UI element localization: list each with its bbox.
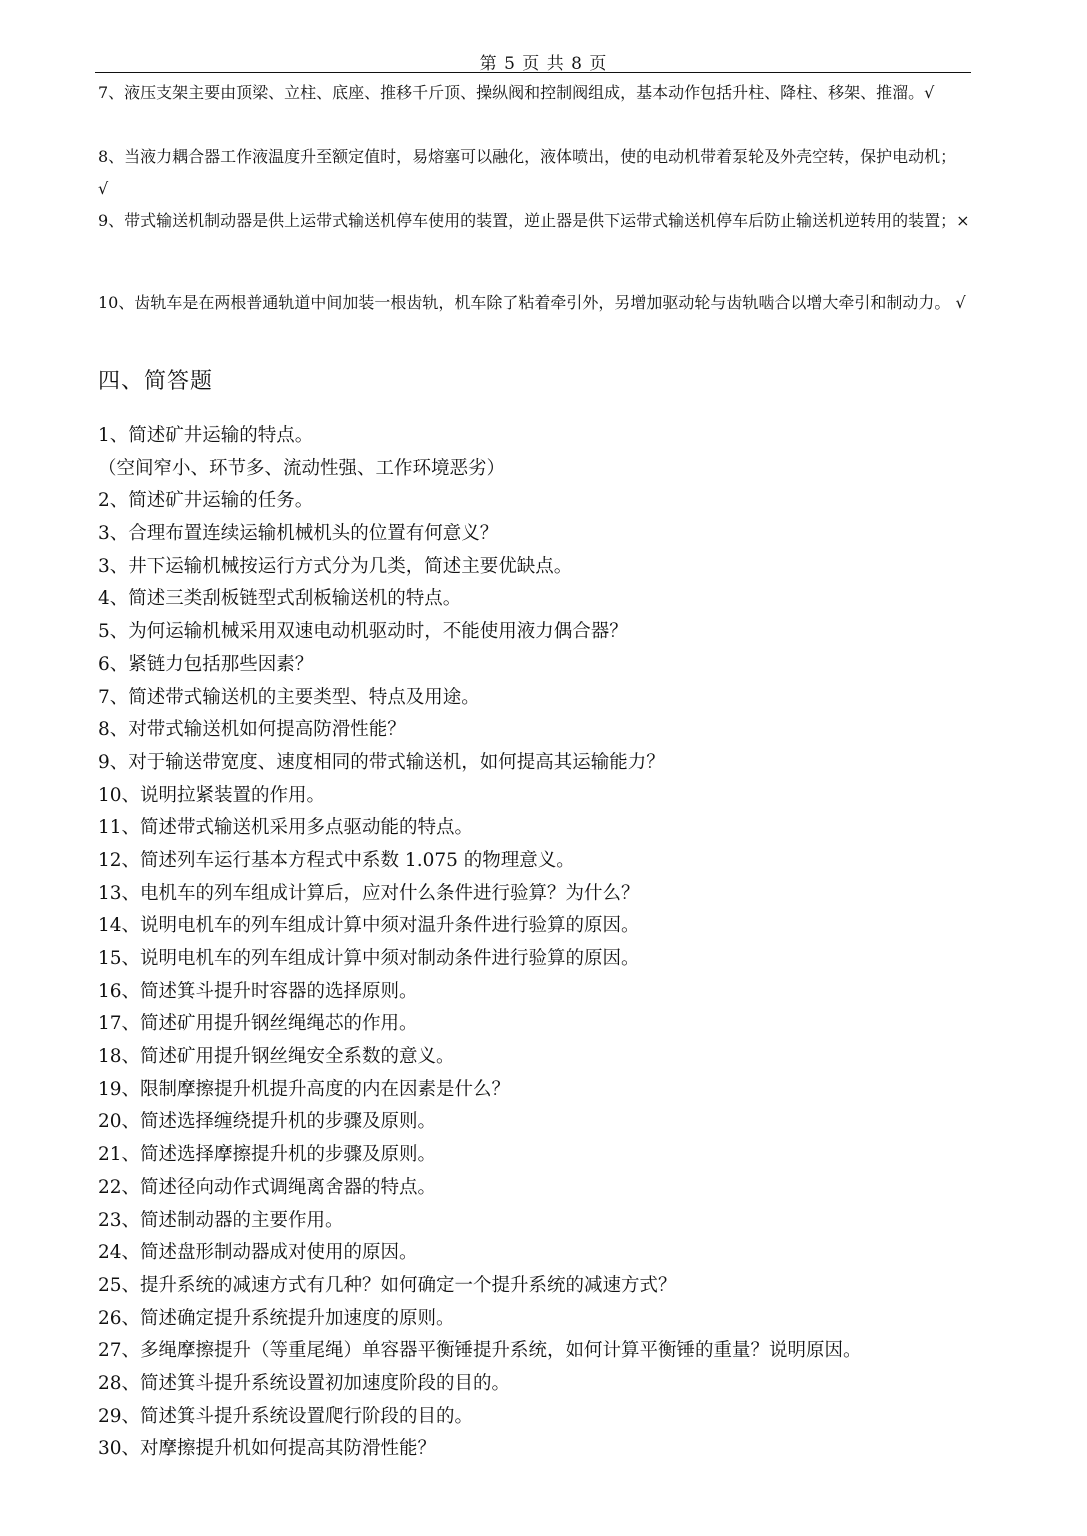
- question-item: 25、提升系统的减速方式有几种？如何确定一个提升系统的减速方式？: [98, 1274, 677, 1296]
- question-item: 9、对于输送带宽度、速度相同的带式输送机，如何提高其运输能力？: [98, 751, 665, 773]
- header-divider: [95, 72, 971, 73]
- question-item: 18、简述矿用提升钢丝绳安全系数的意义。: [98, 1046, 455, 1068]
- question-item: 28、简述箕斗提升系统设置初加速度阶段的目的。: [98, 1372, 511, 1394]
- true-false-item-10: [98, 287, 970, 319]
- true-false-item-8: [98, 141, 970, 205]
- true-false-item-7: [98, 77, 970, 109]
- question-item: 26、简述确定提升系统提升加速度的原则。: [98, 1307, 455, 1329]
- question-item: 15、说明电机车的列车组成计算中须对制动条件进行验算的原因。: [98, 948, 640, 969]
- question-item: 16、简述箕斗提升时容器的选择原则。: [98, 980, 418, 1002]
- question-list: [98, 420, 978, 1466]
- question-item: 3、井下运输机械按运行方式分为几类，简述主要优缺点。: [98, 555, 573, 577]
- page-header: 第 5 页 共 8 页: [479, 54, 608, 74]
- question-item: 13、电机车的列车组成计算后，应对什么条件进行验算？为什么？: [98, 882, 640, 904]
- question-item: 14、说明电机车的列车组成计算中须对温升条件进行验算的原因。: [98, 915, 640, 937]
- question-item: 4、简述三类刮板链型式刮板输送机的特点。: [98, 588, 462, 610]
- section-title: 四、简答题: [98, 369, 214, 394]
- question-item: 24、简述盘形制动器成对使用的原因。: [98, 1242, 418, 1264]
- question-item: 19、限制摩擦提升机提升高度的内在因素是什么？: [98, 1078, 511, 1100]
- question-item: 12、简述列车运行基本方程式中系数 1.075 的物理意义。: [98, 849, 575, 871]
- question-item: 5、为何运输机械采用双速电动机驱动时，不能使用液力偶合器？: [98, 621, 628, 643]
- question-item: 8、对带式输送机如何提高防滑性能？: [98, 719, 406, 741]
- question-item: 11、简述带式输送机采用多点驱动能的特点。: [98, 817, 474, 839]
- question-item: 1、简述矿井运输的特点。: [98, 425, 314, 446]
- question-item: 7、简述带式输送机的主要类型、特点及用途。: [98, 686, 480, 708]
- question-item: 21、简述选择摩擦提升机的步骤及原则。: [98, 1144, 437, 1166]
- question-item: 22、简述径向动作式调绳离舍器的特点。: [98, 1176, 437, 1198]
- question-item: 20、简述选择缠绕提升机的步骤及原则。: [98, 1111, 437, 1133]
- question-item: 27、多绳摩擦提升（等重尾绳）单容器平衡锤提升系统，如何计算平衡锤的重量？说明原因。: [98, 1340, 862, 1362]
- question-item: （空间窄小、环节多、流动性强、工作环境恶劣）: [98, 457, 506, 479]
- question-item: 29、简述箕斗提升系统设置爬行阶段的目的。: [98, 1405, 474, 1427]
- question-item: 6、紧链力包括那些因素？: [98, 653, 314, 675]
- true-false-text: 10、齿轨车是在两根普通轨道中间加装一根齿轨，机车除了粘着牵引外，另增加驱动轮与齿轨啮合以增大牵引和制动力。 √: [98, 293, 966, 312]
- true-false-text: 9、带式输送机制动器是供上运带式输送机停车使用的装置，逆止器是供下运带式输送机停车后防止输送机逆转用的装置；×: [98, 211, 970, 230]
- question-item: 17、简述矿用提升钢丝绳绳芯的作用。: [98, 1013, 418, 1035]
- question-item: 30、对摩擦提升机如何提高其防滑性能？: [98, 1438, 437, 1460]
- true-false-text: 8、当液力耦合器工作液温度升至额定值时，易熔塞可以融化，液体喷出，使的电动机带着泵轮及外壳空转，保护电动机； √: [98, 147, 957, 198]
- question-item: 3、合理布置连续运输机械机头的位置有何意义？: [98, 523, 499, 545]
- question-item: 2、简述矿井运输的任务。: [98, 490, 314, 512]
- true-false-item-9: [98, 205, 970, 237]
- question-item: 10、说明拉紧装置的作用。: [98, 784, 326, 806]
- question-item: 23、简述制动器的主要作用。: [98, 1209, 344, 1231]
- true-false-text: 7、液压支架主要由顶梁、立柱、底座、推移千斤顶、操纵阀和控制阀组成，基本动作包括升柱、降柱、移架、推溜。√: [98, 83, 935, 102]
